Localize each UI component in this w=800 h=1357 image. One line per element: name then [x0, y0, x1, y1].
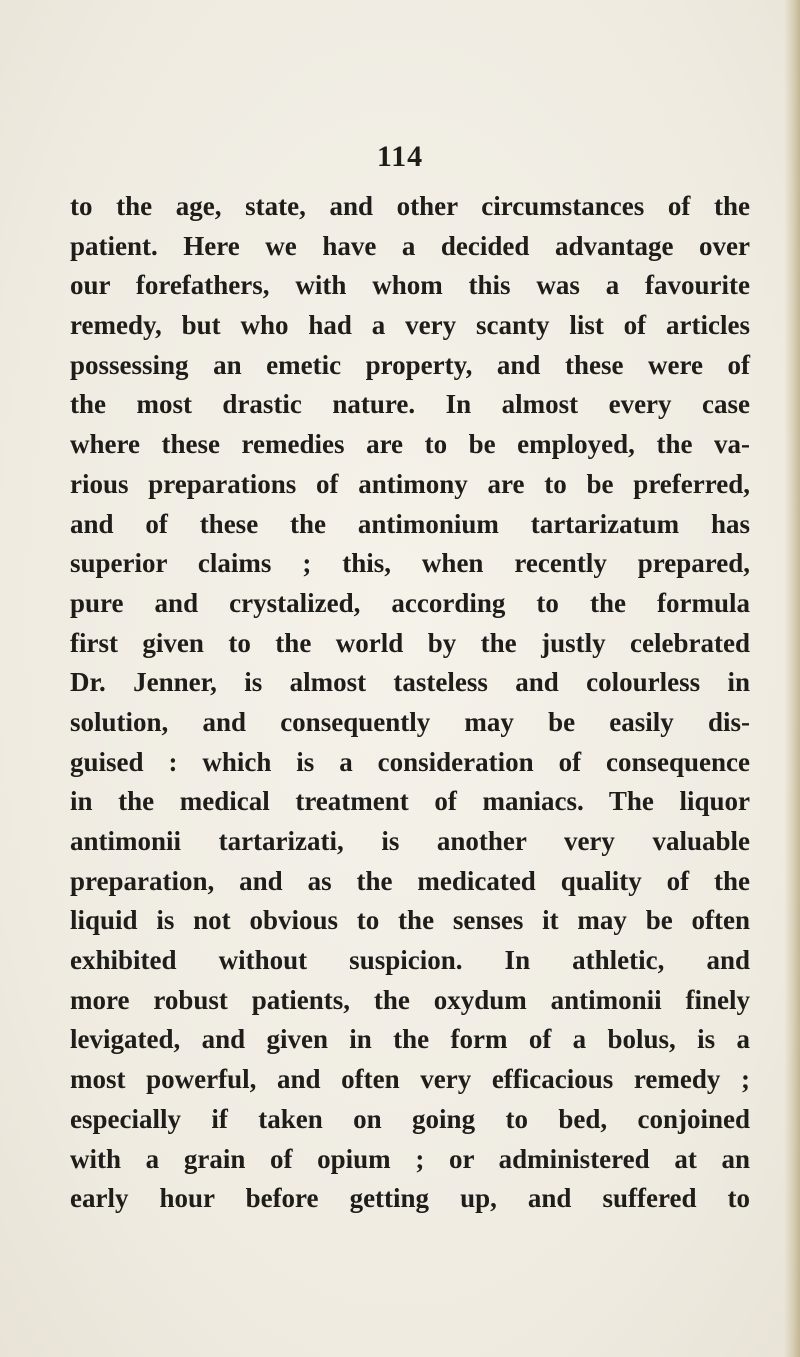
text-line: exhibited without suspicion. In athletic, and — [70, 945, 750, 976]
text-line: first given to the world by the justly celebrated — [70, 627, 750, 658]
text-line: with a grain of opium ; or administered at an — [70, 1143, 750, 1174]
text-line: patient. Here we have a decided advantage over — [70, 230, 750, 261]
text-line: levigated, and given in the form of a bolus, is a — [70, 1024, 750, 1055]
text-line: Dr. Jenner, is almost tasteless and colourless in — [70, 667, 750, 698]
page-edge — [784, 0, 800, 1357]
body-text — [70, 187, 750, 1219]
text-line: to the age, state, and other circumstances of the — [70, 191, 750, 221]
text-line: and of these the antimonium tartarizatum has — [70, 508, 750, 539]
text-line: possessing an emetic property, and these were of — [70, 349, 750, 380]
text-line: especially if taken on going to bed, conjoined — [70, 1103, 750, 1134]
text-line: where these remedies are to be employed, the va- — [70, 429, 750, 460]
text-line: rious preparations of antimony are to be preferred, — [70, 468, 750, 499]
text-line: liquid is not obvious to the senses it may be often — [70, 905, 750, 936]
text-line: preparation, and as the medicated quality of the — [70, 865, 750, 896]
text-line: most powerful, and often very efficacious remedy ; — [70, 1064, 750, 1095]
text-line: early hour before getting up, and suffered to — [70, 1183, 750, 1214]
text-line: remedy, but who had a very scanty list of articles — [70, 310, 750, 341]
text-line: guised : which is a consideration of consequence — [70, 746, 750, 777]
text-line: our forefathers, with whom this was a favourite — [70, 270, 750, 301]
text-line: the most drastic nature. In almost every case — [70, 389, 750, 420]
text-line: antimonii tartarizati, is another very valuable — [70, 826, 750, 856]
text-line: more robust patients, the oxydum antimonii finely — [70, 984, 750, 1015]
page-number: 114 — [376, 140, 424, 173]
text-line: superior claims ; this, when recently prepared, — [70, 548, 750, 579]
text-line: pure and crystalized, according to the formula — [70, 587, 750, 618]
text-line: solution, and consequently may be easily dis- — [70, 706, 750, 737]
text-line: in the medical treatment of maniacs. The liquor — [70, 786, 750, 817]
